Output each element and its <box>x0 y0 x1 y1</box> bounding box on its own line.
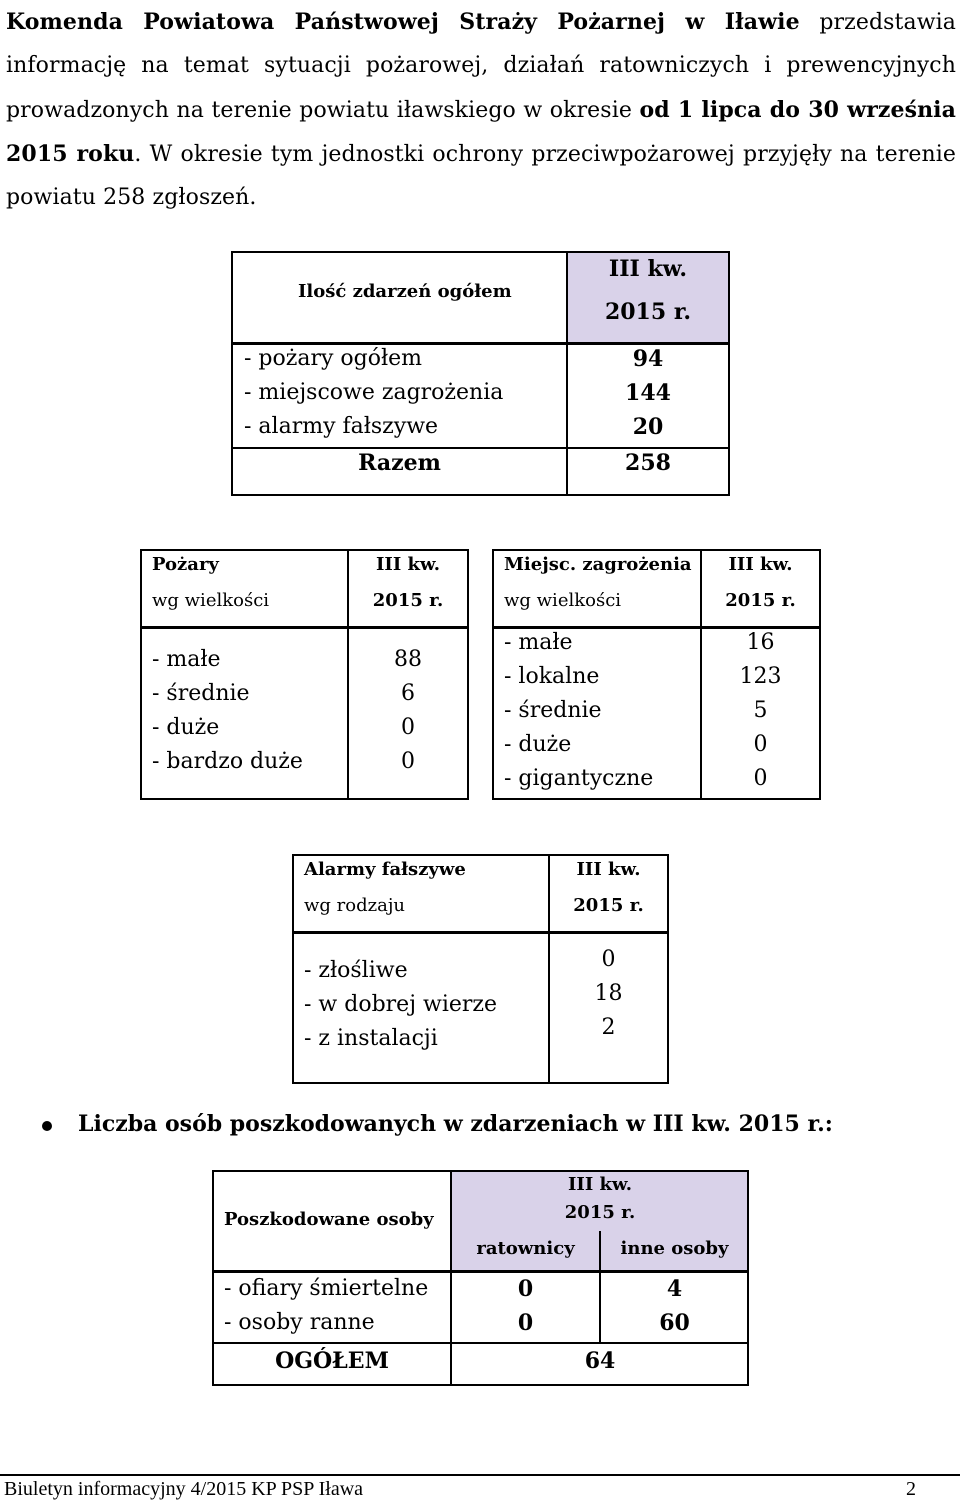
bullet-icon <box>42 1121 52 1131</box>
row-value: 144 <box>625 380 671 406</box>
injured-heading: Liczba osób poszkodowanych w zdarzeniach w III kw. 2015 r.: <box>78 1111 833 1137</box>
column-header-rescuers: ratownicy <box>476 1238 575 1259</box>
table-subtitle: wg rodzaju <box>304 895 406 916</box>
sum-divider <box>231 447 730 449</box>
row-value: 2 <box>601 1015 616 1040</box>
row-label: - małe <box>152 647 221 672</box>
row-value-others: 60 <box>659 1310 690 1336</box>
row-value-others: 4 <box>666 1276 683 1302</box>
header-divider <box>231 342 730 345</box>
row-label: - średnie <box>152 681 250 706</box>
row-label: - małe <box>504 630 573 655</box>
intro-line-2: informację na temat sytuacji pożarowej, działań ratowniczych i prewencyjnych <box>6 53 956 78</box>
sum-label: OGÓŁEM <box>275 1348 389 1374</box>
period-line-1: III kw. <box>568 1174 632 1195</box>
row-value: 0 <box>401 715 415 740</box>
row-value-rescuers: 0 <box>517 1310 534 1336</box>
row-label: - pożary ogółem <box>244 346 422 371</box>
row-label: - miejscowe zagrożenia <box>244 380 504 405</box>
sum-value: 64 <box>584 1348 616 1374</box>
row-value: 5 <box>753 698 768 723</box>
period-line-2: 2015 r. <box>573 895 644 916</box>
header-divider <box>292 931 669 934</box>
row-label: - z instalacji <box>304 1026 438 1051</box>
table-subtitle: wg wielkości <box>504 590 622 611</box>
row-value: 94 <box>632 346 664 372</box>
period-line-2: 2015 r. <box>372 590 444 611</box>
row-label: - duże <box>152 715 220 740</box>
header-label: Ilość zdarzeń ogółem <box>298 281 512 302</box>
period-line-1: III kw. <box>608 256 688 282</box>
column-header-others: inne osoby <box>620 1238 729 1259</box>
table-title: Pożary <box>152 554 219 575</box>
header-divider <box>212 1270 749 1273</box>
period-line-1: III kw. <box>576 859 641 880</box>
header-label: Poszkodowane osoby <box>224 1209 434 1230</box>
row-value: 6 <box>401 681 415 706</box>
year-text: 2015 roku <box>6 141 135 167</box>
row-label: - osoby ranne <box>224 1310 375 1335</box>
table-title: Miejsc. zagrożenia <box>504 554 692 575</box>
sum-label: Razem <box>358 450 441 476</box>
period-line-1: III kw. <box>728 554 793 575</box>
page-number: 2 <box>906 1478 916 1500</box>
row-label: - lokalne <box>504 664 600 689</box>
footer-divider <box>0 1474 960 1476</box>
row-value: 88 <box>394 647 422 672</box>
table-title: Alarmy fałszywe <box>304 859 466 880</box>
row-value: 20 <box>632 414 664 440</box>
row-value: 0 <box>401 749 415 774</box>
row-label: - średnie <box>504 698 602 723</box>
row-label: - alarmy fałszywe <box>244 414 439 439</box>
row-value-rescuers: 0 <box>517 1276 534 1302</box>
intro-line-3: prowadzonych na terenie powiatu iławskiego w okresie od 1 lipca do 30 września <box>6 97 956 123</box>
row-value: 123 <box>739 664 782 689</box>
intro-line-5: powiatu 258 zgłoszeń. <box>6 185 257 210</box>
period-line-2: 2015 r. <box>725 590 796 611</box>
row-label: - gigantyczne <box>504 766 654 791</box>
sum-divider <box>212 1342 749 1344</box>
row-label: - ofiary śmiertelne <box>224 1276 429 1301</box>
period-line-1: III kw. <box>376 554 440 575</box>
table-subtitle: wg wielkości <box>152 590 270 611</box>
sum-value: 258 <box>625 450 671 476</box>
period-line-2: 2015 r. <box>604 299 692 325</box>
row-value: 0 <box>601 947 616 972</box>
row-label: - bardzo duże <box>152 749 303 774</box>
row-label: - duże <box>504 732 572 757</box>
header-divider <box>492 626 821 629</box>
header-divider <box>140 626 469 629</box>
period-line-2: 2015 r. <box>564 1202 636 1223</box>
intro-line-1: Komenda Powiatowa Państwowej Straży Pożarnej w Iławie przedstawia <box>6 9 956 35</box>
row-label: - złośliwe <box>304 958 408 983</box>
row-label: - w dobrej wierze <box>304 992 498 1017</box>
period-text: od 1 lipca do 30 września <box>639 97 956 123</box>
intro-line-4: 2015 roku. W okresie tym jednostki ochrony przeciwpożarowej przyjęły na terenie <box>6 141 957 167</box>
intro-paragraph <box>6 0 956 220</box>
row-value: 0 <box>753 732 768 757</box>
org-name: Komenda Powiatowa Państwowej Straży Pożarnej w Iławie <box>6 9 800 35</box>
row-value: 0 <box>753 766 768 791</box>
row-value: 18 <box>594 981 623 1006</box>
footer-title: Biuletyn informacyjny 4/2015 KP PSP Iława <box>4 1478 364 1500</box>
row-value: 16 <box>746 630 775 655</box>
